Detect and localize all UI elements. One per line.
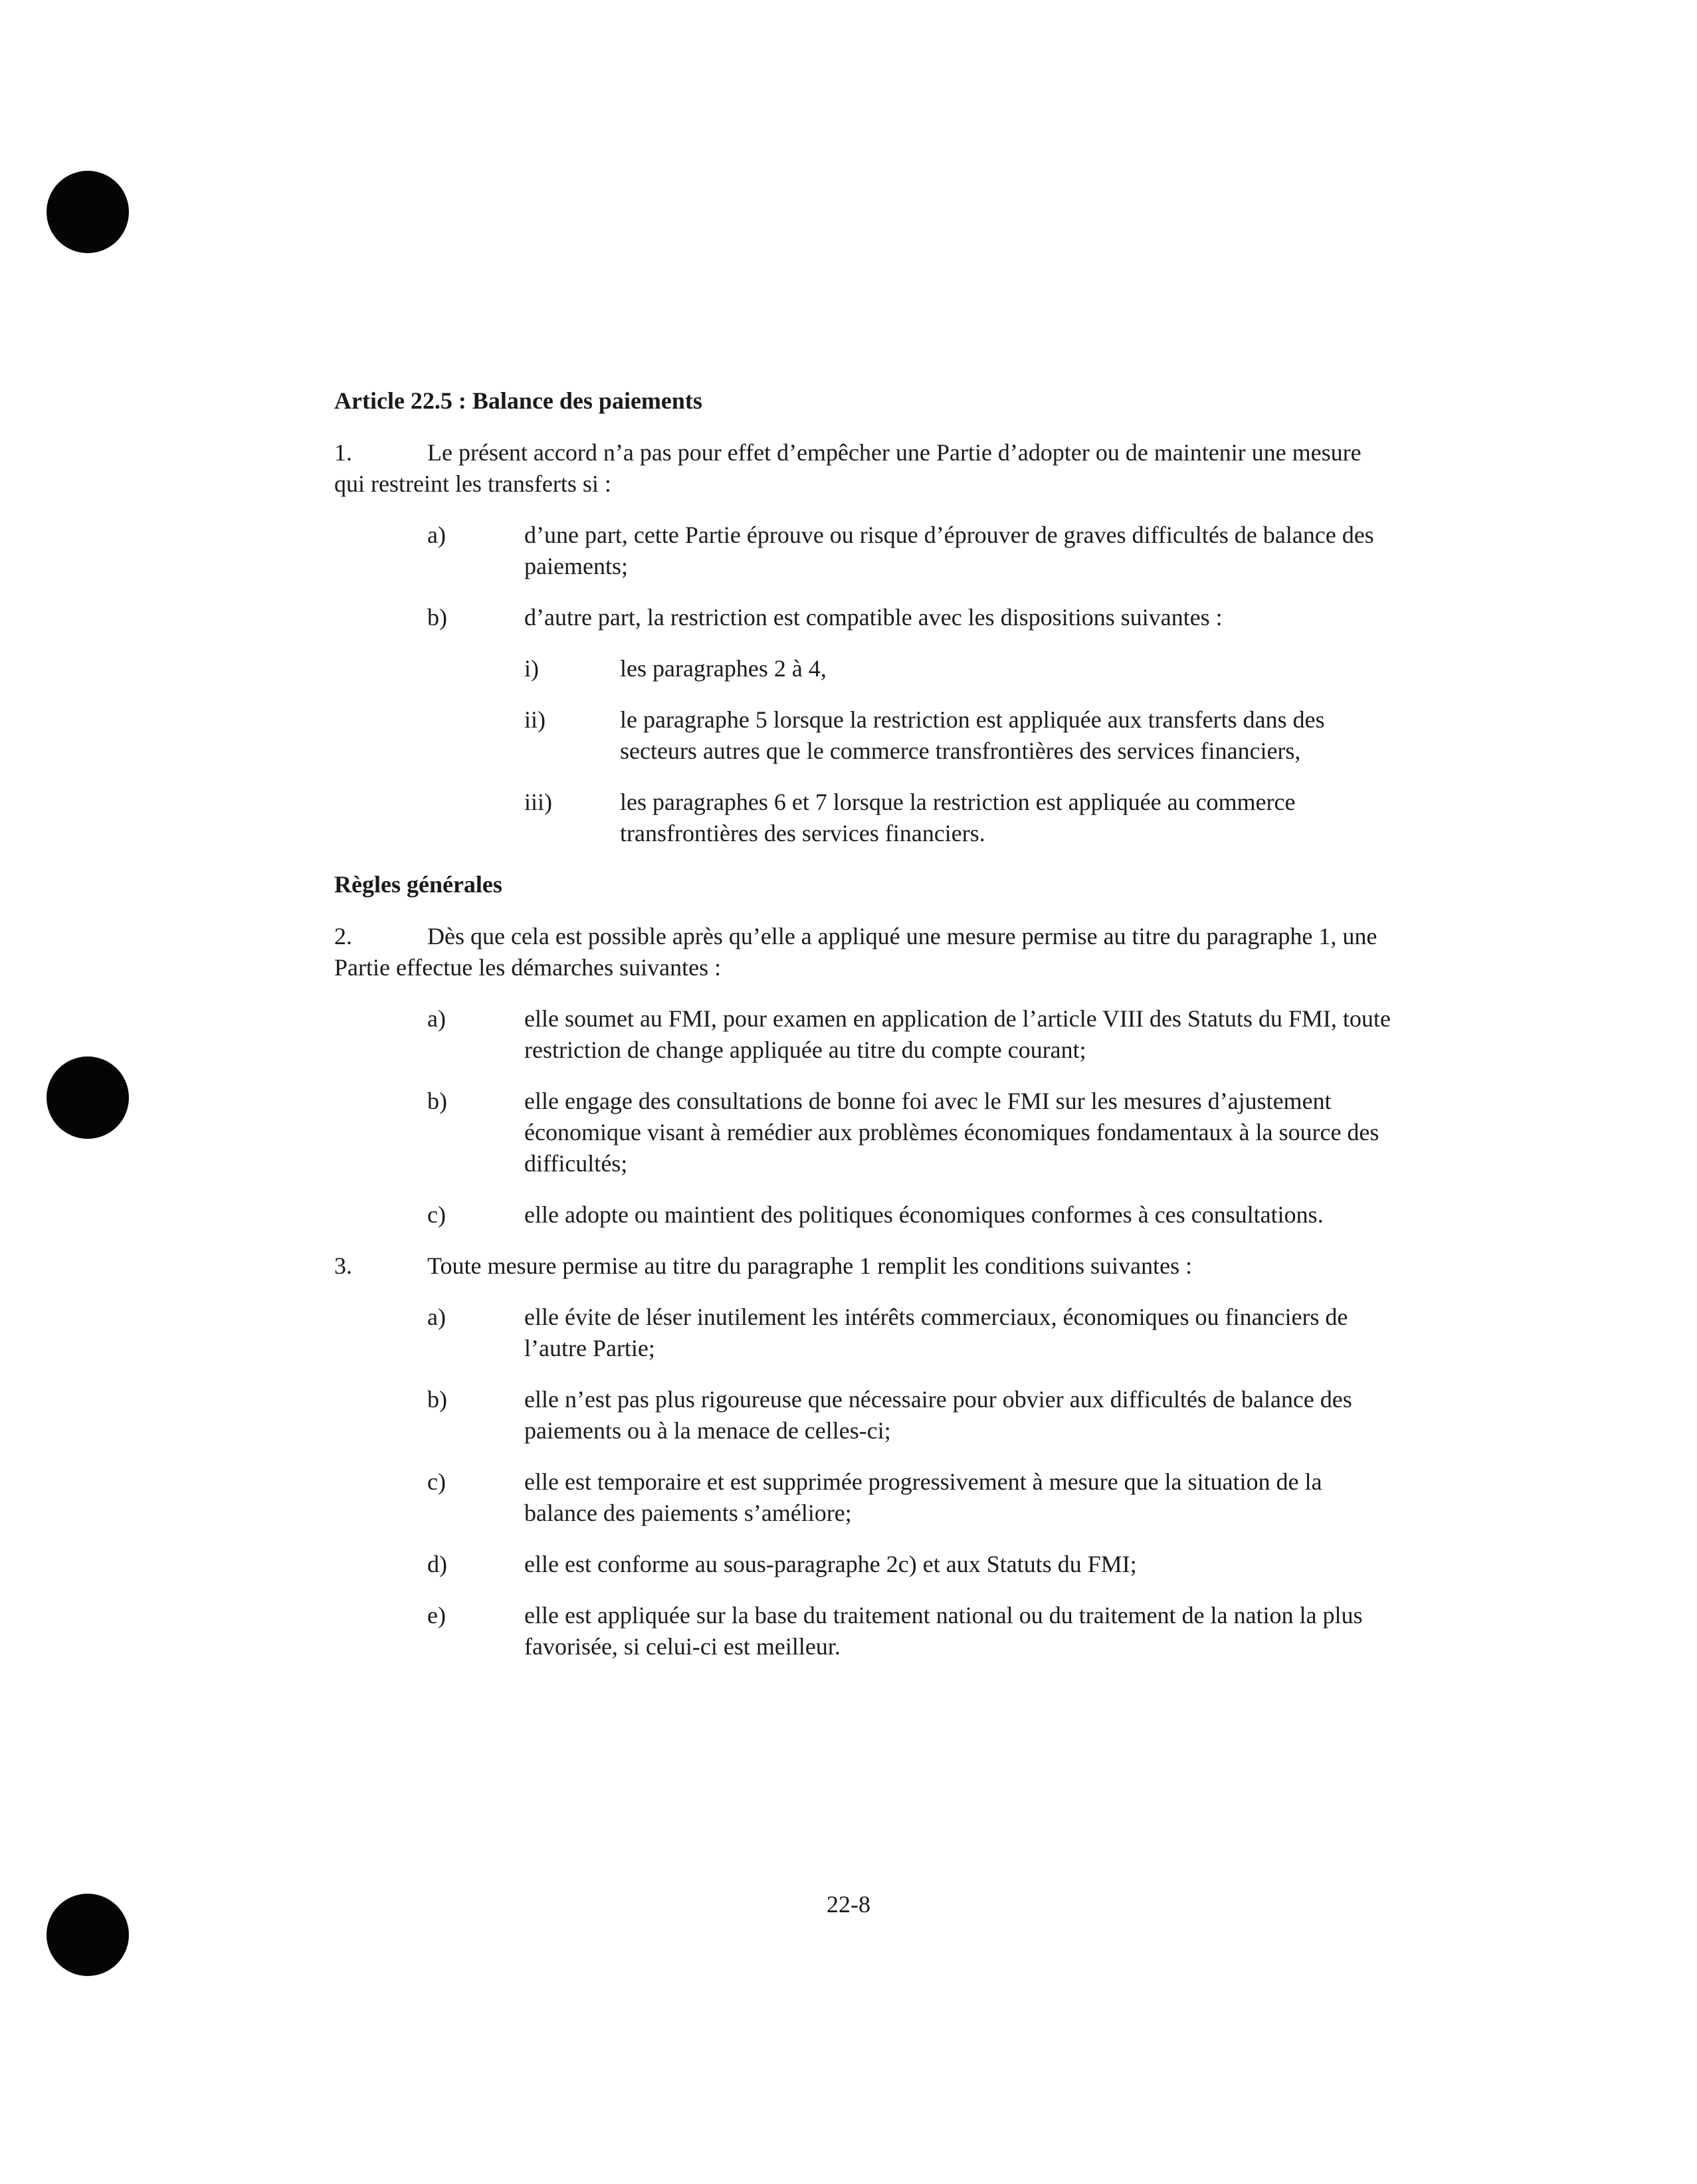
item-label: e) — [427, 1602, 446, 1629]
item-label: c) — [427, 1468, 446, 1495]
item-text: elle n’est pas plus rigoureuse que nécessaire pour obvier aux difficultés de balance des paiements ou à la menace de celles-ci; — [524, 1386, 1352, 1444]
item-text: elle engage des consultations de bonne foi avec le FMI sur les mesures d’ajustement économique visant à remédier aux problèmes économiques fondamentaux à la source des difficultés; — [524, 1088, 1379, 1177]
list-item — [334, 520, 1397, 582]
item-label: c) — [427, 1201, 446, 1228]
item-label: iii) — [524, 789, 552, 815]
page-number: 22-8 — [827, 1891, 870, 1918]
document-body — [334, 385, 1397, 1682]
item-text: elle évite de léser inutilement les intérêts commerciaux, économiques ou financiers de l’autre Partie; — [524, 1304, 1348, 1361]
item-text: elle adopte ou maintient des politiques économiques conformes à ces consultations. — [524, 1201, 1324, 1228]
sub-list-item — [334, 787, 1397, 849]
article-title: Article 22.5 : Balance des paiements — [334, 387, 702, 414]
list-item — [334, 1199, 1397, 1231]
list-item — [334, 1302, 1397, 1364]
list-item — [334, 1600, 1397, 1662]
section-heading: Règles générales — [334, 871, 502, 898]
item-label: b) — [427, 1386, 447, 1413]
item-label: a) — [427, 1304, 446, 1330]
paragraph-3 — [334, 1250, 1397, 1282]
list-item — [334, 1384, 1397, 1446]
item-label: b) — [427, 604, 447, 631]
paragraph-2 — [334, 921, 1397, 983]
item-label: i) — [524, 655, 539, 682]
sub-list-item — [334, 653, 1397, 684]
item-label: d) — [427, 1551, 447, 1577]
list-item — [334, 1549, 1397, 1580]
list-item — [334, 602, 1397, 633]
item-label: ii) — [524, 706, 546, 733]
item-label: b) — [427, 1088, 447, 1114]
paragraph-number: 2. — [334, 923, 352, 949]
list-item — [334, 1466, 1397, 1529]
item-label: a) — [427, 1005, 446, 1032]
item-text: le paragraphe 5 lorsque la restriction est appliquée aux transferts dans des secteurs autres que le commerce transfrontières des services financiers, — [620, 706, 1325, 764]
paragraph-text: Le présent accord n’a pas pour effet d’empêcher une Partie d’adopter ou de maintenir une mesure qui restreint les transferts si : — [334, 439, 1361, 497]
item-label: a) — [427, 522, 446, 548]
item-text: elle est appliquée sur la base du traitement national ou du traitement de la nation la plus favorisée, si celui-ci est meilleur. — [524, 1602, 1363, 1660]
item-text: d’une part, cette Partie éprouve ou risque d’éprouver de graves difficultés de balance des paiements; — [524, 522, 1374, 579]
item-text: les paragraphes 6 et 7 lorsque la restriction est appliquée au commerce transfrontières des services financiers. — [620, 789, 1296, 846]
list-item — [334, 1086, 1397, 1179]
paragraph-text: Dès que cela est possible après qu’elle a appliqué une mesure permise au titre du paragraphe 1, une Partie effectue les démarches suivantes : — [334, 923, 1377, 981]
item-text: elle est conforme au sous-paragraphe 2c) et aux Statuts du FMI; — [524, 1551, 1137, 1577]
item-text: elle est temporaire et est supprimée progressivement à mesure que la situation de la balance des paiements s’améliore; — [524, 1468, 1322, 1526]
paragraph-number: 3. — [334, 1252, 352, 1279]
paragraph-1 — [334, 437, 1397, 500]
punch-hole-middle — [47, 1056, 129, 1139]
item-text: les paragraphes 2 à 4, — [620, 655, 827, 682]
punch-hole-top — [47, 171, 129, 253]
sub-list-item — [334, 704, 1397, 767]
paragraph-text: Toute mesure permise au titre du paragraphe 1 remplit les conditions suivantes : — [427, 1252, 1193, 1279]
list-item — [334, 1003, 1397, 1066]
item-text: elle soumet au FMI, pour examen en application de l’article VIII des Statuts du FMI, toute restriction de change appliquée au titre du compte courant; — [524, 1005, 1391, 1063]
paragraph-number: 1. — [334, 439, 352, 466]
item-text: d’autre part, la restriction est compatible avec les dispositions suivantes : — [524, 604, 1223, 631]
